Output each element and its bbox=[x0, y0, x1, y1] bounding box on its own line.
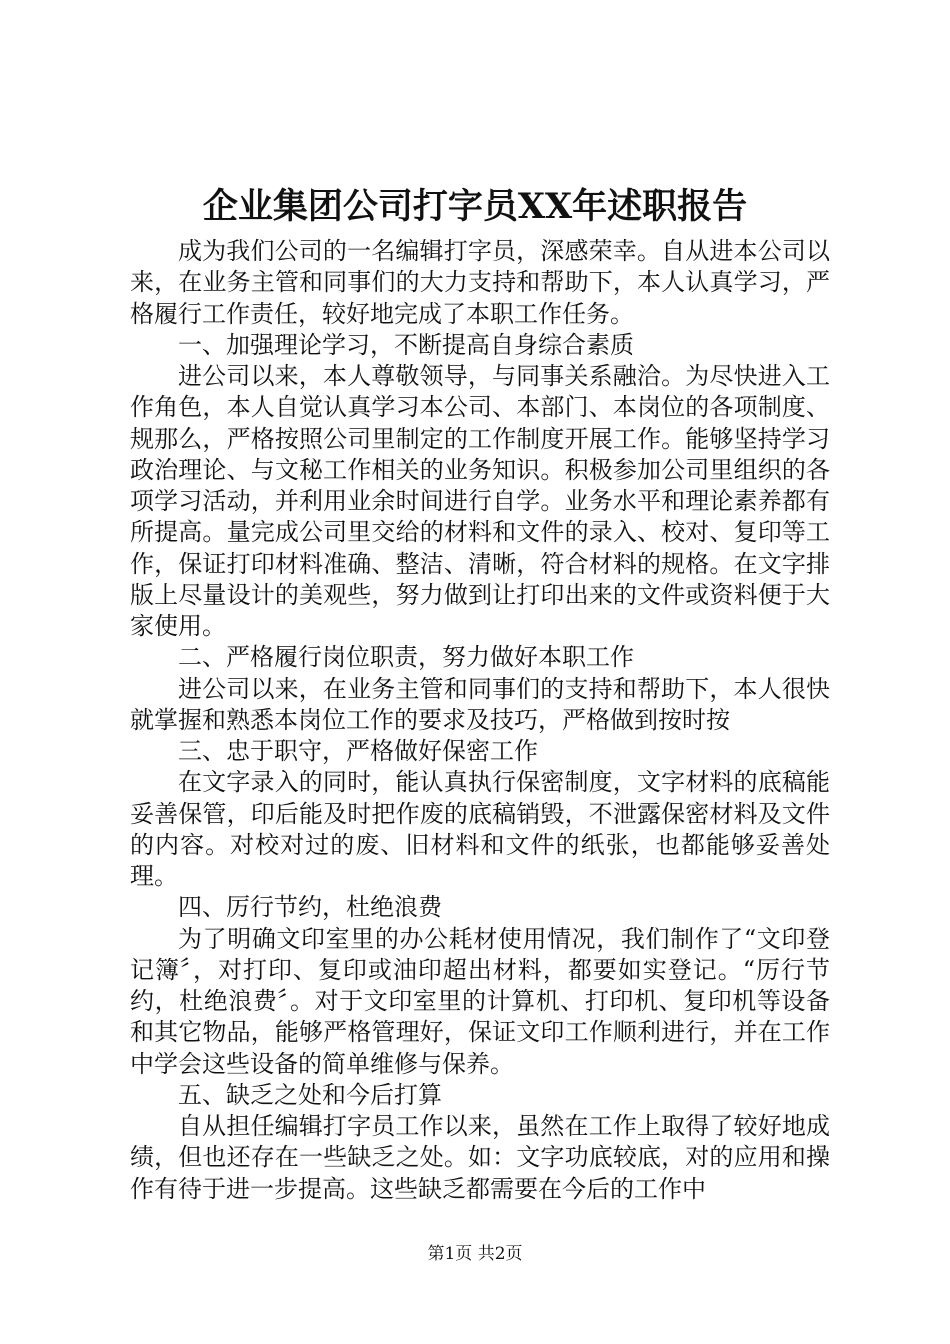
section-heading-5: 五、缺乏之处和今后打算 bbox=[178, 1080, 442, 1109]
paragraph-intro: 成为我们公司的一名编辑打字员，深感荣幸。自从进本公司以来，在业务主管和同事们的大力支持和帮助下，本人认真学习，严格履行工作责任，较好地完成了本职工作任务。 bbox=[130, 237, 830, 328]
section-heading-3: 三、忠于职守，严格做好保密工作 bbox=[178, 737, 538, 765]
paragraph-section-4: 为了明确文印室里的办公耗材使用情况，我们制作了“文印登记簿〞，对打印、复印或油印超出材料，都要如实登记。“厉行节约，杜绝浪费〞。对于文印室里的计算机、打印机、复印机等设备和其它物品，能够严格管理好，保证文印工作顺利进行，并在工作中学会这些设备的简单维修与保养。 bbox=[130, 924, 830, 1078]
paragraph-section-3: 在文字录入的同时，能认真执行保密制度，文字材料的底稿能妥善保管，印后能及时把作废的底稿销毁，不泄露保密材料及文件的内容。对校对过的废、旧材料和文件的纸张，也都能够妥善处理。 bbox=[130, 768, 830, 890]
paragraph-section-2: 进公司以来，在业务主管和同事们的支持和帮助下，本人很快就掌握和熟悉本岗位工作的要求及技巧，严格做到按时按 bbox=[130, 674, 830, 734]
paragraph-section-5: 自从担任编辑打字员工作以来，虽然在工作上取得了较好地成绩，但也还存在一些缺乏之处。如：文字功底较底，对的应用和操作有待于进一步提高。这些缺乏都需要在今后的工作中 bbox=[130, 1112, 830, 1203]
section-heading-1: 一、加强理论学习，不断提高自身综合素质 bbox=[178, 330, 634, 359]
section-heading-2: 二、严格履行岗位职责，努力做好本职工作 bbox=[178, 643, 634, 672]
document-body bbox=[130, 236, 830, 1205]
document-title: 企业集团公司打字员XX年述职报告 bbox=[202, 186, 748, 227]
section-heading-4: 四、厉行节约，杜绝浪费 bbox=[178, 893, 442, 922]
paragraph-section-1: 进公司以来，本人尊敬领导，与同事关系融洽。为尽快进入工作角色，本人自觉认真学习本公司、本部门、本岗位的各项制度、规那么，严格按照公司里制定的工作制度开展工作。能够坚持学习政治理论、与文秘工作相关的业务知识。积极参加公司里组织的各项学习活动，并利用业余时间进行自学。业务水平和理论素养都有所提高。量完成公司里交给的材料和文件的录入、校对、复印等工作，保证打印材料准确、整洁、清晰，符合材料的规格。在文字排版上尽量设计的美观些，努力做到让打印出来的文件或资料便于大家使用。 bbox=[130, 362, 830, 640]
page-number-footer: 第1页 共2页 bbox=[427, 1244, 523, 1264]
